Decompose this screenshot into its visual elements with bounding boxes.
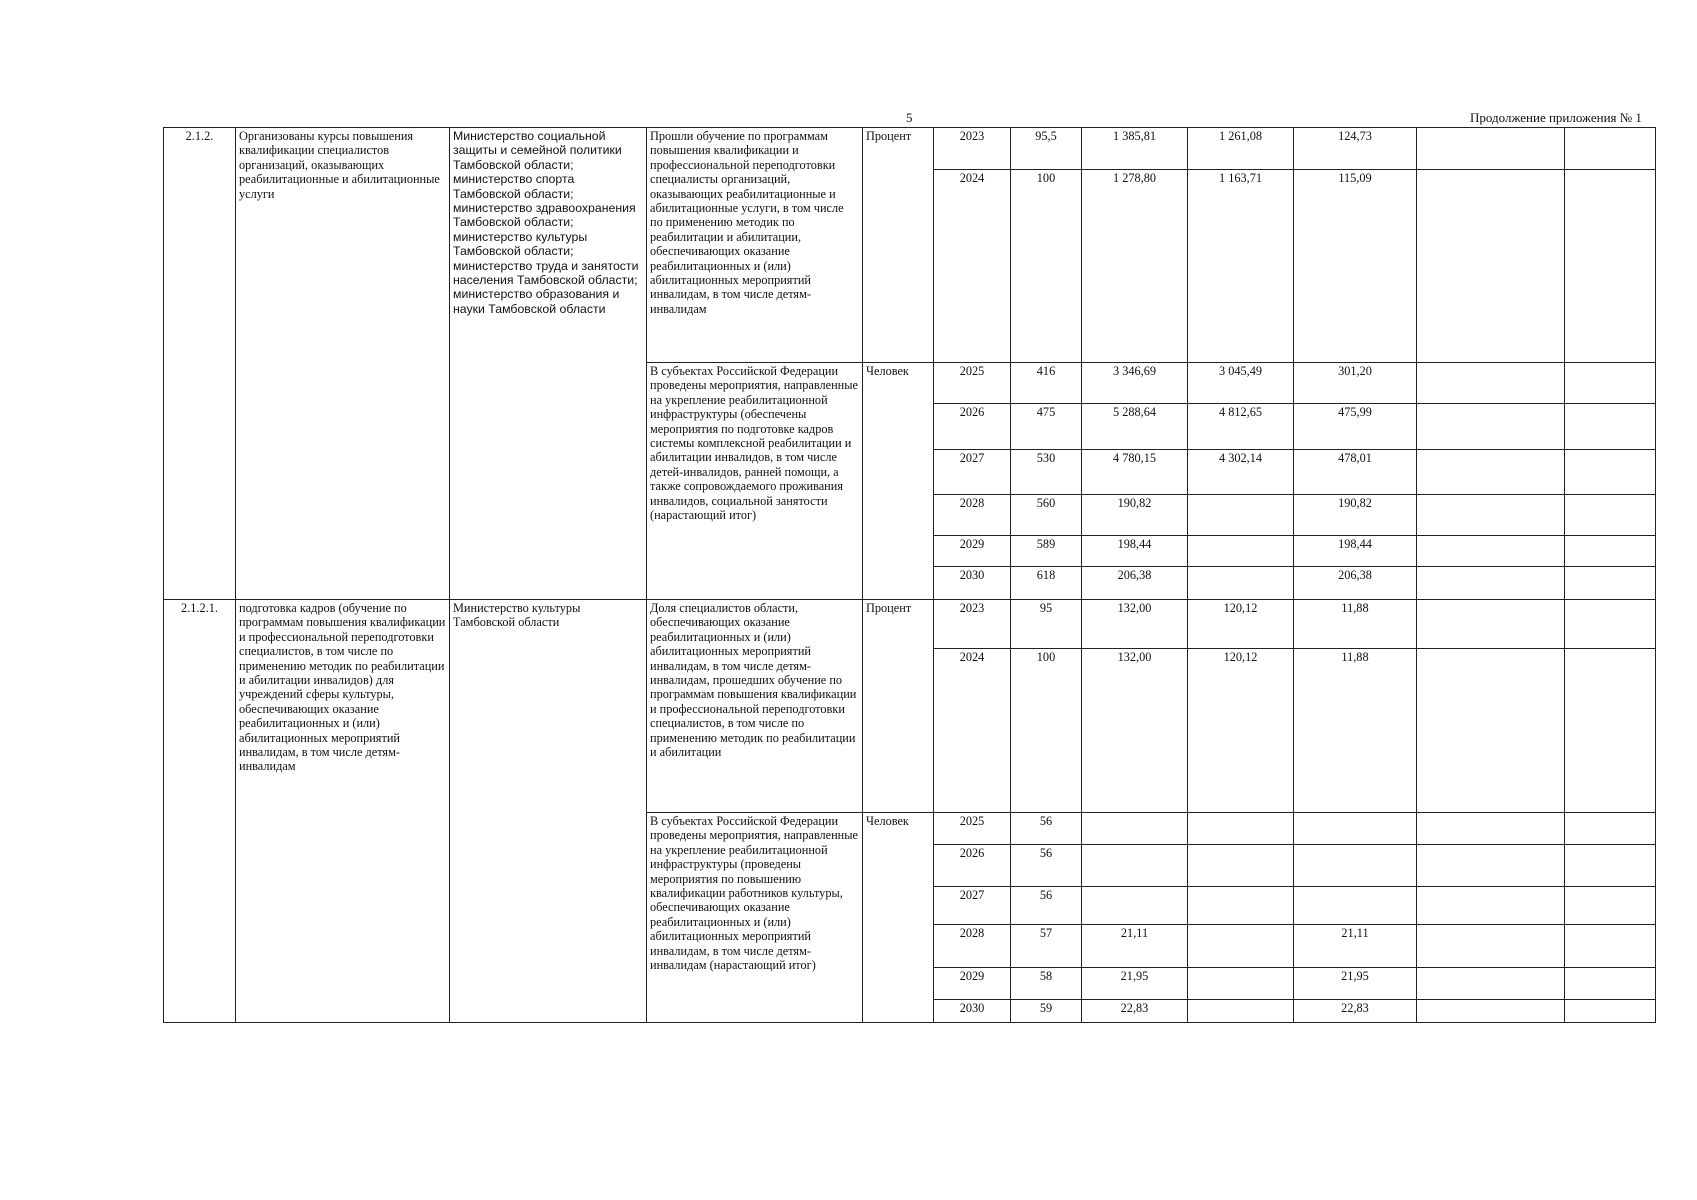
- regional-cell: 206,38: [1294, 567, 1417, 600]
- value-cell: 56: [1011, 887, 1082, 925]
- federal-cell: [1188, 887, 1294, 925]
- page-number: 5: [906, 110, 913, 125]
- empty-cell: [1565, 128, 1656, 170]
- year-cell: 2028: [934, 495, 1011, 536]
- regional-cell: 124,73: [1294, 128, 1417, 170]
- year-cell: 2030: [934, 567, 1011, 600]
- empty-cell: [1565, 536, 1656, 567]
- empty-cell: [1417, 845, 1565, 887]
- empty-cell: [1417, 567, 1565, 600]
- year-cell: 2028: [934, 925, 1011, 968]
- indicator-unit: Процент: [863, 128, 934, 363]
- empty-cell: [1565, 567, 1656, 600]
- empty-cell: [1417, 170, 1565, 363]
- regional-cell: [1294, 887, 1417, 925]
- empty-cell: [1565, 649, 1656, 813]
- value-cell: 416: [1011, 363, 1082, 404]
- year-cell: 2027: [934, 450, 1011, 495]
- empty-cell: [1417, 600, 1565, 649]
- continuation-note: Продолжение приложения № 1: [1470, 110, 1642, 125]
- empty-cell: [1417, 536, 1565, 567]
- year-cell: 2029: [934, 536, 1011, 567]
- year-cell: 2027: [934, 887, 1011, 925]
- federal-cell: [1188, 536, 1294, 567]
- regional-cell: 478,01: [1294, 450, 1417, 495]
- empty-cell: [1565, 600, 1656, 649]
- table-row: [164, 128, 1656, 170]
- empty-cell: [1417, 450, 1565, 495]
- empty-cell: [1417, 128, 1565, 170]
- regional-cell: 115,09: [1294, 170, 1417, 363]
- regional-cell: 21,11: [1294, 925, 1417, 968]
- value-cell: 95,5: [1011, 128, 1082, 170]
- value-cell: 59: [1011, 1000, 1082, 1023]
- regional-cell: 190,82: [1294, 495, 1417, 536]
- federal-cell: [1188, 845, 1294, 887]
- total-cell: [1082, 887, 1188, 925]
- federal-cell: 3 045,49: [1188, 363, 1294, 404]
- total-cell: 206,38: [1082, 567, 1188, 600]
- year-cell: 2029: [934, 968, 1011, 1000]
- federal-cell: 120,12: [1188, 649, 1294, 813]
- regional-cell: 11,88: [1294, 600, 1417, 649]
- program-table: [163, 127, 1656, 1023]
- federal-cell: 4 302,14: [1188, 450, 1294, 495]
- empty-cell: [1417, 495, 1565, 536]
- federal-cell: 4 812,65: [1188, 404, 1294, 450]
- value-cell: 589: [1011, 536, 1082, 567]
- federal-cell: [1188, 495, 1294, 536]
- empty-cell: [1565, 450, 1656, 495]
- empty-cell: [1417, 649, 1565, 813]
- federal-cell: [1188, 925, 1294, 968]
- row-name: подготовка кадров (обучение по программам повышения квалификации и профессиональной переподготовки специалистов, в том числе по применению методик по реабилитации и абилитации инвалидов) для учреждений сферы культуры, обеспечивающих оказание реабилитационных и (или) абилитационных мероприятий инвалидам, в том числе детям-инвалидам: [236, 600, 450, 1023]
- indicator-unit: Человек: [863, 813, 934, 1023]
- total-cell: 190,82: [1082, 495, 1188, 536]
- empty-cell: [1565, 968, 1656, 1000]
- empty-cell: [1565, 925, 1656, 968]
- value-cell: 56: [1011, 845, 1082, 887]
- federal-cell: [1188, 567, 1294, 600]
- regional-cell: [1294, 845, 1417, 887]
- empty-cell: [1417, 887, 1565, 925]
- regional-cell: [1294, 813, 1417, 845]
- row-code: 2.1.2.: [164, 128, 236, 600]
- empty-cell: [1565, 363, 1656, 404]
- year-cell: 2023: [934, 600, 1011, 649]
- total-cell: 132,00: [1082, 600, 1188, 649]
- indicator-text: В субъектах Российской Федерации проведены мероприятия, направленные на укрепление реабилитационной инфраструктуры (проведены мероприятия по повышению квалификации работников культуры, обеспечивающих оказание реабилитационных и (или) абилитационных мероприятий инвалидам, в том числе детям-инвалидам (нарастающий итог): [647, 813, 863, 1023]
- federal-cell: 120,12: [1188, 600, 1294, 649]
- value-cell: 57: [1011, 925, 1082, 968]
- value-cell: 530: [1011, 450, 1082, 495]
- value-cell: 95: [1011, 600, 1082, 649]
- regional-cell: 475,99: [1294, 404, 1417, 450]
- empty-cell: [1417, 363, 1565, 404]
- total-cell: 5 288,64: [1082, 404, 1188, 450]
- indicator-text: Доля специалистов области, обеспечивающих оказание реабилитационных и (или) абилитационных мероприятий инвалидам, в том числе детям-инвалидам, прошедших обучение по программам повышения квалификации и профессиональной переподготовки специалистов, в том числе по применению методик по реабилитации и абилитации: [647, 600, 863, 813]
- empty-cell: [1565, 1000, 1656, 1023]
- total-cell: 3 346,69: [1082, 363, 1188, 404]
- value-cell: 100: [1011, 649, 1082, 813]
- empty-cell: [1417, 813, 1565, 845]
- total-cell: [1082, 845, 1188, 887]
- regional-cell: 11,88: [1294, 649, 1417, 813]
- empty-cell: [1417, 404, 1565, 450]
- regional-cell: 198,44: [1294, 536, 1417, 567]
- empty-cell: [1565, 887, 1656, 925]
- empty-cell: [1565, 170, 1656, 363]
- value-cell: 58: [1011, 968, 1082, 1000]
- total-cell: 21,95: [1082, 968, 1188, 1000]
- regional-cell: 21,95: [1294, 968, 1417, 1000]
- total-cell: 21,11: [1082, 925, 1188, 968]
- year-cell: 2026: [934, 404, 1011, 450]
- row-executor: Министерство социальной защиты и семейной политики Тамбовской области; министерство спорта Тамбовской области; министерство здравоохранения Тамбовской области; министерство культуры Тамбовской области; министерство труда и занятости населения Тамбовской области; министерство образования и науки Тамбовской области: [450, 128, 647, 600]
- year-cell: 2030: [934, 1000, 1011, 1023]
- total-cell: 1 278,80: [1082, 170, 1188, 363]
- value-cell: 56: [1011, 813, 1082, 845]
- row-executor: Министерство культуры Тамбовской области: [450, 600, 647, 1023]
- indicator-unit: Человек: [863, 363, 934, 600]
- empty-cell: [1417, 925, 1565, 968]
- indicator-unit: Процент: [863, 600, 934, 813]
- year-cell: 2025: [934, 363, 1011, 404]
- total-cell: 132,00: [1082, 649, 1188, 813]
- year-cell: 2025: [934, 813, 1011, 845]
- empty-cell: [1565, 813, 1656, 845]
- empty-cell: [1565, 404, 1656, 450]
- federal-cell: [1188, 813, 1294, 845]
- year-cell: 2026: [934, 845, 1011, 887]
- regional-cell: 22,83: [1294, 1000, 1417, 1023]
- row-code: 2.1.2.1.: [164, 600, 236, 1023]
- value-cell: 100: [1011, 170, 1082, 363]
- value-cell: 560: [1011, 495, 1082, 536]
- row-name: Организованы курсы повышения квалификации специалистов организаций, оказывающих реабилитационные и абилитационные услуги: [236, 128, 450, 600]
- federal-cell: [1188, 968, 1294, 1000]
- empty-cell: [1565, 495, 1656, 536]
- total-cell: 1 385,81: [1082, 128, 1188, 170]
- total-cell: 4 780,15: [1082, 450, 1188, 495]
- indicator-text: Прошли обучение по программам повышения квалификации и профессиональной переподготовки специалисты организаций, оказывающих реабилитационные и абилитационные услуги, в том числе по применению методик по реабилитации и абилитации, обеспечивающих оказание реабилитационных и (или) абилитационных мероприятий инвалидам, в том числе детям-инвалидам: [647, 128, 863, 363]
- federal-cell: 1 261,08: [1188, 128, 1294, 170]
- value-cell: 475: [1011, 404, 1082, 450]
- empty-cell: [1417, 968, 1565, 1000]
- empty-cell: [1417, 1000, 1565, 1023]
- federal-cell: 1 163,71: [1188, 170, 1294, 363]
- year-cell: 2023: [934, 128, 1011, 170]
- total-cell: [1082, 813, 1188, 845]
- value-cell: 618: [1011, 567, 1082, 600]
- year-cell: 2024: [934, 170, 1011, 363]
- year-cell: 2024: [934, 649, 1011, 813]
- federal-cell: [1188, 1000, 1294, 1023]
- regional-cell: 301,20: [1294, 363, 1417, 404]
- total-cell: 22,83: [1082, 1000, 1188, 1023]
- empty-cell: [1565, 845, 1656, 887]
- table-row: [164, 600, 1656, 649]
- indicator-text: В субъектах Российской Федерации проведены мероприятия, направленные на укрепление реабилитационной инфраструктуры (обеспечены мероприятия по подготовке кадров системы комплексной реабилитации и абилитации инвалидов, в том числе детей-инвалидов, ранней помощи, а также сопровождаемого проживания инвалидов, социальной занятости (нарастающий итог): [647, 363, 863, 600]
- total-cell: 198,44: [1082, 536, 1188, 567]
